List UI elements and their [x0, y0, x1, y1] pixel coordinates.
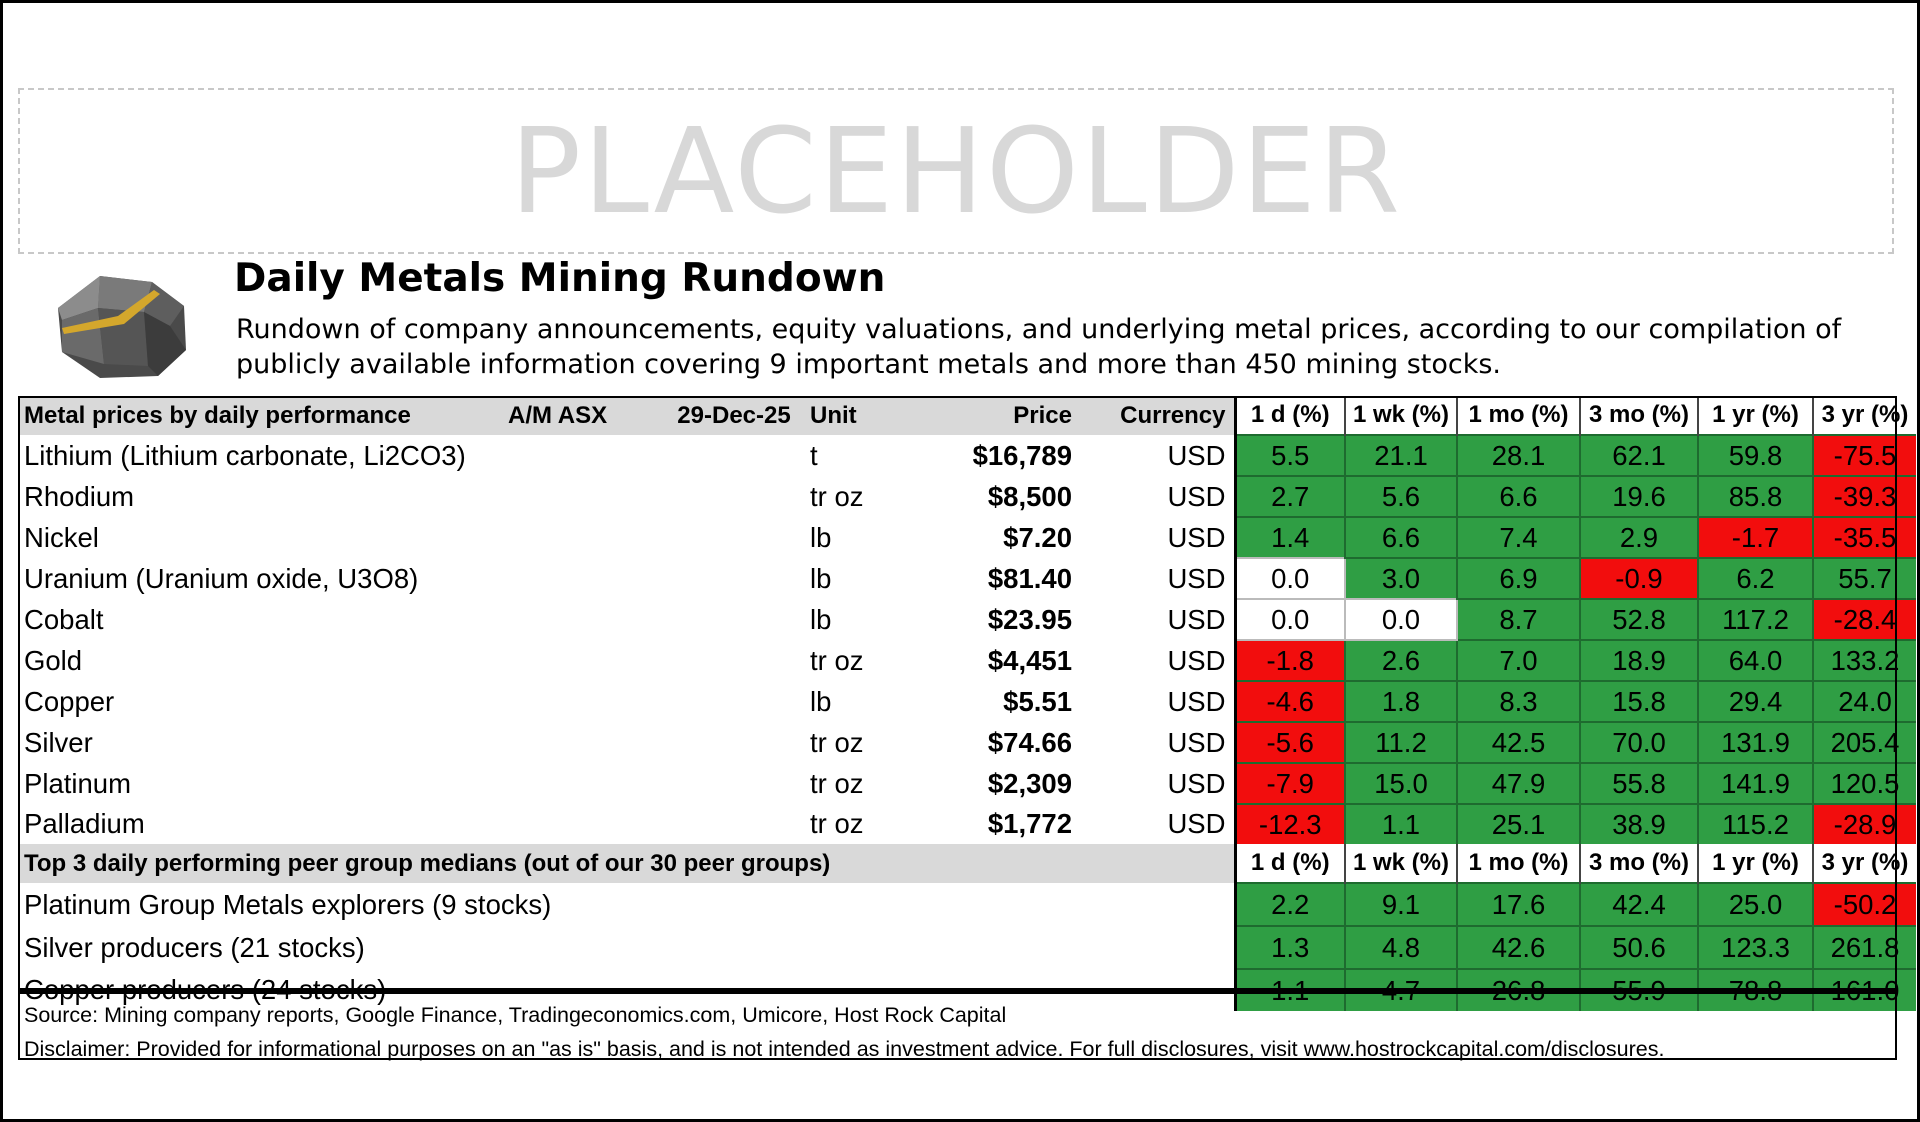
metals-header-row [18, 396, 1916, 435]
metal-name: Uranium (Uranium oxide, U3O8) [24, 562, 419, 594]
perf-cell: 5.5 [1235, 435, 1345, 476]
metal-unit: lb [810, 603, 832, 635]
perf-cell: 64.0 [1698, 640, 1813, 681]
metals-table [18, 396, 1916, 1011]
header-currency: Currency [1080, 396, 1235, 435]
placeholder-text: PLACEHOLDER [510, 102, 1402, 240]
metal-unit: tr oz [810, 767, 864, 799]
metal-row [18, 722, 1916, 763]
perf-cell: 0.0 [1235, 599, 1345, 640]
header-period: 1 wk (%) [1345, 844, 1457, 883]
perf-cell: 3.0 [1345, 558, 1457, 599]
source-note: Source: Mining company reports, Google Finance, Tradingeconomics.com, Umicore, Host Rock Capital [24, 1003, 1007, 1027]
metal-currency: USD [1167, 480, 1226, 512]
perf-cell: 120.5 [1813, 763, 1916, 804]
header-period: 3 yr (%) [1813, 396, 1916, 435]
header-price: Price [925, 396, 1080, 435]
perf-cell: 6.2 [1698, 558, 1813, 599]
metal-unit: lb [810, 562, 832, 594]
metal-name: Rhodium [24, 480, 135, 512]
perf-cell: -7.9 [1235, 763, 1345, 804]
perf-cell: 2.7 [1235, 476, 1345, 517]
perf-cell: 4.7 [1345, 969, 1457, 1011]
perf-cell: 59.8 [1698, 435, 1813, 476]
header-period: 1 d (%) [1235, 844, 1345, 883]
metal-price: $81.40 [987, 562, 1072, 594]
metal-name: Nickel [24, 521, 99, 553]
perf-cell: 4.8 [1345, 926, 1457, 969]
metal-name: Gold [24, 644, 83, 676]
metal-unit: lb [810, 521, 832, 553]
header-period: 1 yr (%) [1698, 396, 1813, 435]
perf-cell: 38.9 [1580, 804, 1698, 844]
header-period: 1 mo (%) [1457, 396, 1580, 435]
perf-cell: 55.7 [1813, 558, 1916, 599]
perf-cell: -1.8 [1235, 640, 1345, 681]
peers-header-title: Top 3 daily performing peer group medians (out of our 30 peer groups) [18, 844, 1235, 883]
header-session: A/M ASX [508, 396, 658, 435]
perf-cell: -4.6 [1235, 681, 1345, 722]
perf-cell: 131.9 [1698, 722, 1813, 763]
metal-currency: USD [1167, 439, 1226, 471]
perf-cell: 6.6 [1457, 476, 1580, 517]
metal-name: Cobalt [24, 603, 104, 635]
metal-price: $23.95 [987, 603, 1072, 635]
perf-cell: 0.0 [1345, 599, 1457, 640]
perf-cell: 85.8 [1698, 476, 1813, 517]
perf-cell: 205.4 [1813, 722, 1916, 763]
perf-cell: 28.1 [1457, 435, 1580, 476]
header-period: 1 d (%) [1235, 396, 1345, 435]
metal-currency: USD [1167, 726, 1226, 758]
header-unit: Unit [810, 396, 925, 435]
peer-row [18, 926, 1916, 969]
metal-row [18, 804, 1916, 844]
perf-cell: -28.4 [1813, 599, 1916, 640]
metal-row [18, 435, 1916, 476]
metal-price: $1,772 [987, 808, 1072, 839]
peers-header-row [18, 844, 1916, 883]
peer-name: Platinum Group Metals explorers (9 stocks) [24, 888, 552, 920]
perf-cell: 117.2 [1698, 599, 1813, 640]
perf-cell: 2.6 [1345, 640, 1457, 681]
header-period: 1 mo (%) [1457, 844, 1580, 883]
metal-row [18, 517, 1916, 558]
perf-cell: 52.8 [1580, 599, 1698, 640]
disclaimer: Disclaimer: Provided for informational purposes on an "as is" basis, and is not intended as investment advice. For full disclosures, visit www.hostrockcapital.com/disclosures. [24, 1037, 1665, 1061]
banner-placeholder [18, 88, 1894, 254]
metal-price: $74.66 [987, 726, 1072, 758]
perf-cell: 115.2 [1698, 804, 1813, 844]
perf-cell: 1.8 [1345, 681, 1457, 722]
perf-cell: 19.6 [1580, 476, 1698, 517]
perf-cell: 6.6 [1345, 517, 1457, 558]
metal-name: Copper [24, 685, 115, 717]
metal-currency: USD [1167, 603, 1226, 635]
perf-cell: -50.2 [1813, 883, 1916, 926]
perf-cell: 2.9 [1580, 517, 1698, 558]
header-period: 3 mo (%) [1580, 844, 1698, 883]
perf-cell: 50.6 [1580, 926, 1698, 969]
header-period: 1 yr (%) [1698, 844, 1813, 883]
metal-unit: tr oz [810, 644, 864, 676]
perf-cell: 2.2 [1235, 883, 1345, 926]
perf-cell: -5.6 [1235, 722, 1345, 763]
perf-cell: 55.9 [1580, 969, 1698, 1011]
perf-cell: 5.6 [1345, 476, 1457, 517]
perf-cell: 161.0 [1813, 969, 1916, 1011]
perf-cell: 42.5 [1457, 722, 1580, 763]
metal-name: Lithium (Lithium carbonate, Li2CO3) [24, 439, 466, 471]
page-title: Daily Metals Mining Rundown [234, 256, 886, 301]
metal-name: Palladium [24, 808, 145, 839]
perf-cell: 1.3 [1235, 926, 1345, 969]
header-date: 29-Dec-25 [658, 396, 810, 435]
metal-row [18, 763, 1916, 804]
header-title: Metal prices by daily performance [18, 396, 508, 435]
perf-cell: 1.1 [1345, 804, 1457, 844]
perf-cell: -75.5 [1813, 435, 1916, 476]
metal-price: $2,309 [987, 767, 1072, 799]
perf-cell: 8.3 [1457, 681, 1580, 722]
header-period: 1 wk (%) [1345, 396, 1457, 435]
ore-rock-icon [48, 268, 192, 380]
perf-cell: 29.4 [1698, 681, 1813, 722]
metal-unit: lb [810, 685, 832, 717]
metal-name: Silver [24, 726, 93, 758]
metal-currency: USD [1167, 685, 1226, 717]
metal-currency: USD [1167, 562, 1226, 594]
perf-cell: 42.4 [1580, 883, 1698, 926]
perf-cell: 78.8 [1698, 969, 1813, 1011]
perf-cell: -1.7 [1698, 517, 1813, 558]
perf-cell: 24.0 [1813, 681, 1916, 722]
perf-cell: 261.8 [1813, 926, 1916, 969]
perf-cell: 17.6 [1457, 883, 1580, 926]
perf-cell: 25.1 [1457, 804, 1580, 844]
perf-cell: 21.1 [1345, 435, 1457, 476]
metal-row [18, 558, 1916, 599]
metal-row [18, 476, 1916, 517]
perf-cell: 15.8 [1580, 681, 1698, 722]
footer [18, 990, 1897, 1060]
perf-cell: 6.9 [1457, 558, 1580, 599]
metal-price: $16,789 [972, 439, 1072, 471]
perf-cell: 1.4 [1235, 517, 1345, 558]
metal-unit: t [810, 439, 818, 471]
perf-cell: 7.4 [1457, 517, 1580, 558]
perf-cell: 62.1 [1580, 435, 1698, 476]
metal-row [18, 681, 1916, 722]
perf-cell: 133.2 [1813, 640, 1916, 681]
metal-price: $4,451 [987, 644, 1072, 676]
peer-row [18, 883, 1916, 926]
perf-cell: -39.3 [1813, 476, 1916, 517]
perf-cell: 55.8 [1580, 763, 1698, 804]
metal-unit: tr oz [810, 808, 864, 839]
perf-cell: 0.0 [1235, 558, 1345, 599]
perf-cell: -28.9 [1813, 804, 1916, 844]
metal-row [18, 599, 1916, 640]
metal-currency: USD [1167, 644, 1226, 676]
perf-cell: 7.0 [1457, 640, 1580, 681]
metal-currency: USD [1167, 808, 1226, 839]
metal-price: $8,500 [987, 480, 1072, 512]
perf-cell: 123.3 [1698, 926, 1813, 969]
perf-cell: 9.1 [1345, 883, 1457, 926]
perf-cell: -35.5 [1813, 517, 1916, 558]
page-subtitle: Rundown of company announcements, equity valuations, and underlying metal prices, according to our compilation of publicly available information covering 9 important metals and more than 450 mining stocks. [236, 314, 1842, 380]
metal-currency: USD [1167, 521, 1226, 553]
peer-name: Copper producers (24 stocks) [24, 974, 387, 1005]
perf-cell: -0.9 [1580, 558, 1698, 599]
perf-cell: 15.0 [1345, 763, 1457, 804]
metal-unit: tr oz [810, 480, 864, 512]
perf-cell: 70.0 [1580, 722, 1698, 763]
perf-cell: 25.0 [1698, 883, 1813, 926]
perf-cell: 141.9 [1698, 763, 1813, 804]
metal-row [18, 640, 1916, 681]
peer-name: Silver producers (21 stocks) [24, 931, 365, 963]
header-period: 3 mo (%) [1580, 396, 1698, 435]
metal-price: $5.51 [1003, 685, 1072, 717]
perf-cell: -12.3 [1235, 804, 1345, 844]
metal-price: $7.20 [1003, 521, 1072, 553]
perf-cell: 11.2 [1345, 722, 1457, 763]
perf-cell: 18.9 [1580, 640, 1698, 681]
perf-cell: 1.1 [1235, 969, 1345, 1011]
perf-cell: 26.8 [1457, 969, 1580, 1011]
perf-cell: 47.9 [1457, 763, 1580, 804]
metal-name: Platinum [24, 767, 131, 799]
metal-currency: USD [1167, 767, 1226, 799]
header-period: 3 yr (%) [1813, 844, 1916, 883]
perf-cell: 8.7 [1457, 599, 1580, 640]
metal-unit: tr oz [810, 726, 864, 758]
perf-cell: 42.6 [1457, 926, 1580, 969]
